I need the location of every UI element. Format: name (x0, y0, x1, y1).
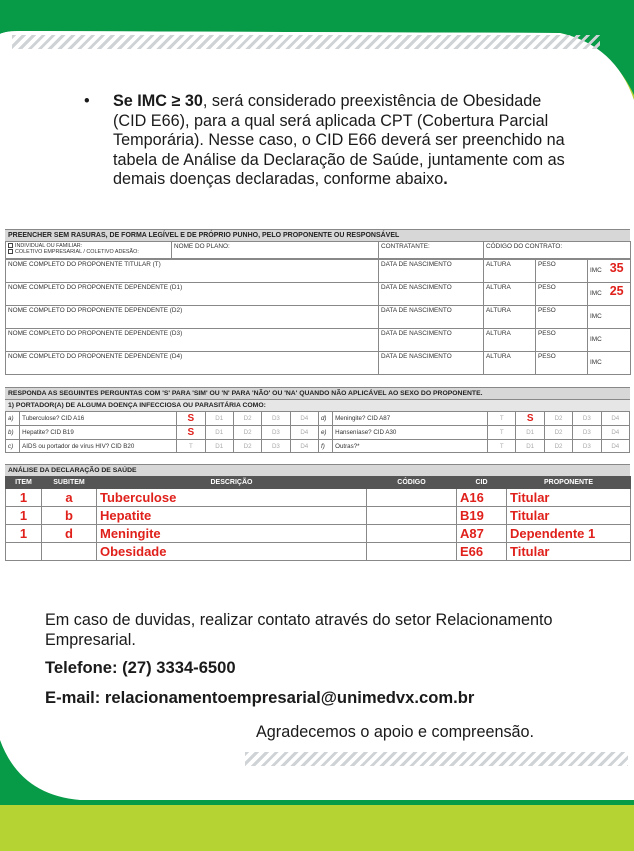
imc-label: IMC (590, 336, 602, 343)
individual-checkbox[interactable] (8, 243, 13, 248)
imc-field[interactable] (588, 283, 631, 306)
birth-date-field[interactable]: DATA DE NASCIMENTO (379, 329, 484, 352)
person-row (6, 352, 631, 375)
plan-opt2-label: COLETIVO EMPRESARIAL / COLETIVO ADESÃO: (15, 249, 139, 255)
analysis-header: ANÁLISE DA DECLARAÇÃO DE SAÚDE (5, 464, 630, 476)
analysis-prop-cell[interactable]: Dependente 1 (507, 525, 631, 543)
plan-table (5, 241, 631, 259)
question-id: f) (318, 440, 332, 453)
questions-header: RESPONDA AS SEGUINTES PERGUNTAS COM 'S' PARA 'SIM' OU 'N' PARA 'NÃO' OU 'NA' QUANDO NÃO APLICÁVEL AO SEXO DO PROPONENTE. (5, 387, 630, 399)
analysis-cid-cell[interactable]: A16 (457, 489, 507, 507)
persons-table (5, 259, 631, 375)
answer-option[interactable]: T (177, 440, 205, 453)
phone-text: Telefone: (27) 3334-6500 (45, 658, 236, 677)
bottom-lime-shape (0, 805, 634, 851)
weight-field[interactable]: PESO (536, 260, 588, 283)
answer-option[interactable]: D2 (544, 426, 572, 440)
email-text: E-mail: relacionamentoempresarial@unimedvx.com.br (45, 688, 475, 707)
section1-title: 1) PORTADOR(A) DE ALGUMA DOENÇA INFECCIOSA OU PARASITÁRIA COMO: (5, 399, 630, 411)
answer-option[interactable]: D1 (205, 440, 233, 453)
contract-code-field[interactable]: CÓDIGO DO CONTRATO: (484, 242, 631, 259)
analysis-cid-cell[interactable]: E66 (457, 543, 507, 561)
height-field[interactable]: ALTURA (484, 352, 536, 375)
question-text: Hanseníase? CID A30 (333, 426, 488, 440)
weight-field[interactable]: PESO (536, 352, 588, 375)
bottom-hatch (245, 752, 628, 766)
bullet-icon: • (84, 92, 90, 110)
analysis-col-header: CÓDIGO (367, 477, 457, 489)
question-id: e) (318, 426, 332, 440)
thanks-text: Agradecemos o apoio e compreensão. (256, 723, 535, 741)
analysis-col-header: CID (457, 477, 507, 489)
answer-option[interactable]: D3 (573, 426, 601, 440)
answer-option[interactable]: D3 (573, 440, 601, 453)
analysis-code-cell[interactable] (367, 543, 457, 561)
birth-date-field[interactable]: DATA DE NASCIMENTO (379, 283, 484, 306)
analysis-subitem-cell[interactable]: d (42, 525, 97, 543)
analysis-desc-cell[interactable]: Tuberculose (97, 489, 367, 507)
analysis-item-cell[interactable] (6, 543, 42, 561)
imc-field[interactable] (588, 260, 631, 283)
answer-option[interactable]: D4 (601, 426, 629, 440)
imc-note-end: . (443, 170, 448, 188)
imc-label: IMC (590, 290, 602, 297)
analysis-row (6, 525, 631, 543)
answer-option[interactable]: D1 (205, 412, 233, 426)
person-name-field[interactable]: NOME COMPLETO DO PROPONENTE DEPENDENTE (D4) (6, 352, 379, 375)
answer-option[interactable]: D4 (290, 440, 318, 453)
answer-option[interactable]: T (488, 440, 516, 453)
contact-text: Em caso de duvidas, realizar contato através do setor Relacionamento Empresarial. (45, 611, 553, 649)
answer-option[interactable]: D3 (262, 412, 290, 426)
height-field[interactable]: ALTURA (484, 283, 536, 306)
analysis-prop-cell[interactable]: Titular (507, 489, 631, 507)
imc-label: IMC (590, 313, 602, 320)
plan-opt1-label: INDIVIDUAL OU FAMILIAR: (15, 243, 83, 249)
answer-option[interactable]: D2 (544, 412, 572, 426)
question-text: Meningite? CID A87 (333, 412, 488, 426)
question-id: c) (6, 440, 20, 453)
analysis-code-cell[interactable] (367, 525, 457, 543)
height-field[interactable]: ALTURA (484, 329, 536, 352)
question-text: Hepatite? CID B19 (20, 426, 177, 440)
plan-type-cell (6, 242, 172, 259)
answer-option[interactable]: D1 (205, 426, 233, 440)
analysis-subitem-cell[interactable] (42, 543, 97, 561)
weight-field[interactable]: PESO (536, 306, 588, 329)
analysis-table (5, 476, 631, 561)
form-header: PREENCHER SEM RASURAS, DE FORMA LEGÍVEL E DE PRÓPRIO PUNHO, PELO PROPONENTE OU RESPONSÁVEL (5, 229, 630, 241)
analysis-cid-cell[interactable]: B19 (457, 507, 507, 525)
question-row (6, 440, 630, 453)
imc-value (602, 330, 610, 344)
question-row (6, 412, 630, 426)
question-text: Outras?* (333, 440, 488, 453)
imc-value: 25 (609, 284, 624, 298)
person-row (6, 306, 631, 329)
analysis-prop-cell[interactable]: Titular (507, 543, 631, 561)
answer-option[interactable]: D1 (516, 440, 544, 453)
answer-option[interactable]: D2 (233, 440, 261, 453)
question-text: Tuberculose? CID A16 (20, 412, 177, 426)
weight-field[interactable]: PESO (536, 329, 588, 352)
analysis-row (6, 507, 631, 525)
analysis-desc-cell[interactable]: Obesidade (97, 543, 367, 561)
person-name-field[interactable]: NOME COMPLETO DO PROPONENTE DEPENDENTE (D3) (6, 329, 379, 352)
imc-field[interactable] (588, 352, 631, 375)
plan-name-field[interactable]: NOME DO PLANO: (172, 242, 379, 259)
answer-option[interactable]: S (177, 426, 205, 440)
top-hatch (12, 35, 600, 49)
person-row (6, 260, 631, 283)
answer-option[interactable]: D2 (233, 412, 261, 426)
question-id: b) (6, 426, 20, 440)
analysis-col-header: ITEM (6, 477, 42, 489)
person-name-field[interactable]: NOME COMPLETO DO PROPONENTE TITULAR (T) (6, 260, 379, 283)
collective-checkbox[interactable] (8, 249, 13, 254)
analysis-row (6, 489, 631, 507)
weight-field[interactable]: PESO (536, 283, 588, 306)
answer-option[interactable]: T (488, 412, 516, 426)
question-text: AIDS ou portador de vírus HIV? CID B20 (20, 440, 177, 453)
contractor-field[interactable]: CONTRATANTE: (379, 242, 484, 259)
answer-option[interactable]: D3 (573, 412, 601, 426)
birth-date-field[interactable]: DATA DE NASCIMENTO (379, 306, 484, 329)
question-row (6, 426, 630, 440)
analysis-col-header: DESCRIÇÃO (97, 477, 367, 489)
imc-field[interactable] (588, 306, 631, 329)
imc-note (84, 92, 570, 190)
analysis-cid-cell[interactable]: A87 (457, 525, 507, 543)
answer-option[interactable]: D3 (262, 440, 290, 453)
analysis-desc-cell[interactable]: Meningite (97, 525, 367, 543)
answer-option[interactable]: D4 (290, 412, 318, 426)
imc-label: IMC (590, 267, 602, 274)
answer-option[interactable]: T (488, 426, 516, 440)
analysis-col-header: PROPONENTE (507, 477, 631, 489)
birth-date-field[interactable]: DATA DE NASCIMENTO (379, 260, 484, 283)
height-field[interactable]: ALTURA (484, 260, 536, 283)
birth-date-field[interactable]: DATA DE NASCIMENTO (379, 352, 484, 375)
question-id: d) (318, 412, 332, 426)
imc-value (602, 353, 610, 367)
answer-option[interactable]: S (516, 412, 544, 426)
answer-option[interactable]: D4 (601, 440, 629, 453)
answer-option[interactable]: D2 (544, 440, 572, 453)
analysis-desc-cell[interactable]: Hepatite (97, 507, 367, 525)
imc-value (602, 307, 610, 321)
answer-option[interactable]: S (177, 412, 205, 426)
person-row (6, 283, 631, 306)
question-id: a) (6, 412, 20, 426)
imc-value: 35 (609, 261, 624, 275)
analysis-row (6, 543, 631, 561)
answer-option[interactable]: D4 (601, 412, 629, 426)
analysis-subitem-cell[interactable]: b (42, 507, 97, 525)
answer-option[interactable]: D3 (262, 426, 290, 440)
analysis-item-cell[interactable]: 1 (6, 489, 42, 507)
imc-field[interactable] (588, 329, 631, 352)
person-row (6, 329, 631, 352)
person-name-field[interactable]: NOME COMPLETO DO PROPONENTE DEPENDENTE (D1) (6, 283, 379, 306)
imc-label: IMC (590, 359, 602, 366)
analysis-item-cell[interactable]: 1 (6, 525, 42, 543)
analysis-code-cell[interactable] (367, 489, 457, 507)
answer-option[interactable]: D4 (290, 426, 318, 440)
analysis-prop-cell[interactable]: Titular (507, 507, 631, 525)
person-name-field[interactable]: NOME COMPLETO DO PROPONENTE DEPENDENTE (D2) (6, 306, 379, 329)
answer-option[interactable]: D1 (516, 426, 544, 440)
imc-note-text: , será considerado preexistência de Obesidade (CID E66), para a qual será aplicada CPT (Cobertura Parcial Temporária). Nesse caso, o CID E66 deverá ser preenchido na tabela de Análise da Declaração de Saúde, juntamente com as demais doenças declaradas, conforme abaixo (113, 92, 565, 188)
answer-option[interactable]: D2 (233, 426, 261, 440)
imc-note-bold: Se IMC ≥ 30 (113, 92, 203, 110)
health-declaration-form (5, 229, 630, 561)
height-field[interactable]: ALTURA (484, 306, 536, 329)
analysis-code-cell[interactable] (367, 507, 457, 525)
questions-table (5, 411, 630, 453)
analysis-col-header: SUBITEM (42, 477, 97, 489)
analysis-subitem-cell[interactable]: a (42, 489, 97, 507)
analysis-item-cell[interactable]: 1 (6, 507, 42, 525)
contact-block (45, 611, 605, 708)
